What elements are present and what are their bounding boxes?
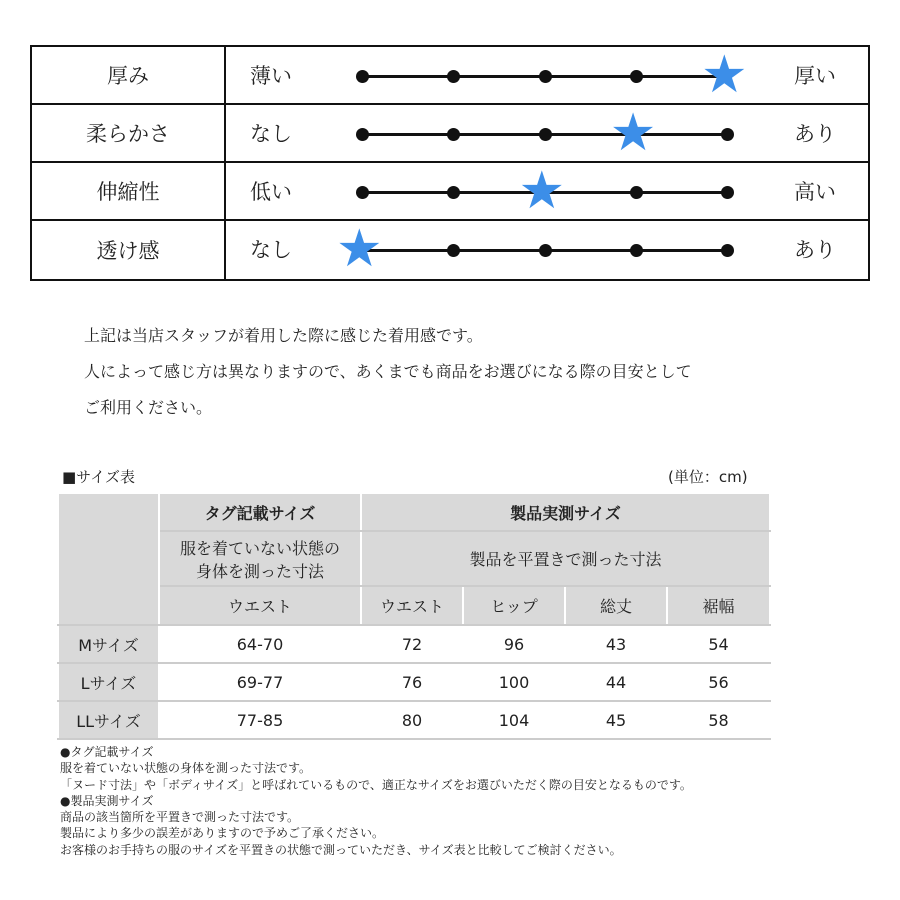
scale-dot: [539, 70, 552, 83]
size-label: Mサイズ: [58, 625, 159, 663]
cell: 100: [463, 663, 565, 701]
scale-dot: [356, 70, 369, 83]
size-table-title: ■サイズ表: [62, 468, 135, 486]
scale-dot: [539, 244, 552, 257]
feel-left-label: なし: [250, 122, 292, 146]
table-row: [58, 663, 770, 701]
table-row: [58, 701, 770, 739]
scale-dot: [447, 70, 460, 83]
cell: 96: [463, 625, 565, 663]
col-header: ウエスト: [361, 586, 463, 625]
feel-right-label: 高い: [794, 180, 836, 204]
size-table: [57, 492, 771, 740]
cell: 44: [565, 663, 667, 701]
feel-note: [84, 318, 692, 426]
cell: 104: [463, 701, 565, 739]
star-marker-icon: ★: [609, 103, 657, 163]
corner-cell: [58, 493, 159, 625]
note-line: 上記は当店スタッフが着用した際に感じた着用感です。: [84, 326, 483, 345]
cell: 43: [565, 625, 667, 663]
cell: 45: [565, 701, 667, 739]
col-header: ヒップ: [463, 586, 565, 625]
feel-right-label: 厚い: [794, 64, 836, 88]
footnote-line: 製品により多少の誤差がありますので予めご了承ください。: [60, 826, 385, 841]
cell: 69-77: [159, 663, 361, 701]
tag-size-header: タグ記載サイズ: [159, 493, 361, 531]
col-header: 裾幅: [667, 586, 770, 625]
feel-left-label: 薄い: [250, 64, 292, 88]
feel-name: 柔らかさ: [32, 105, 226, 161]
feel-name: 厚み: [32, 47, 226, 103]
size-label: LLサイズ: [58, 701, 159, 739]
footnote-line: 服を着ていない状態の身体を測った寸法です。: [60, 761, 312, 776]
size-label: Lサイズ: [58, 663, 159, 701]
feel-left-label: なし: [250, 238, 292, 262]
cell: 80: [361, 701, 463, 739]
scale-dot: [721, 186, 734, 199]
footnote-line: お客様のお手持ちの服のサイズを平置きの状態で測っていただき、サイズ表と比較してご検討ください。: [60, 842, 622, 857]
feel-right-label: あり: [794, 238, 836, 262]
scale-dot: [721, 128, 734, 141]
cell: 72: [361, 625, 463, 663]
feel-row-sheerness: [32, 221, 868, 279]
feel-right-label: あり: [794, 122, 836, 146]
note-line: 人によって感じ方は異なりますので、あくまでも商品をお選びになる際の目安として: [84, 362, 692, 381]
cell: 54: [667, 625, 770, 663]
tag-size-desc: [159, 531, 361, 586]
note-line: ご利用ください。: [84, 398, 213, 417]
measured-size-desc: 製品を平置きで測った寸法: [361, 531, 770, 586]
footnote-line: 商品の該当箇所を平置きで測った寸法です。: [60, 810, 300, 825]
scale-dot: [630, 244, 643, 257]
scale-dot: [447, 186, 460, 199]
col-header: 総丈: [565, 586, 667, 625]
cell: 76: [361, 663, 463, 701]
star-marker-icon: ★: [701, 45, 748, 105]
scale-dot: [630, 186, 643, 199]
scale-dot: [721, 244, 734, 257]
feel-row-softness: [32, 105, 868, 163]
feel-left-label: 低い: [250, 180, 292, 204]
scale-dot: [447, 244, 460, 257]
footnote-line: ●タグ記載サイズ: [60, 745, 154, 759]
size-unit: (単位：cm): [668, 468, 748, 486]
measured-size-header: 製品実測サイズ: [361, 493, 770, 531]
scale-dot: [356, 128, 369, 141]
table-row: [58, 625, 770, 663]
scale-dot: [539, 128, 552, 141]
desc-line: 身体を測った寸法: [195, 561, 324, 581]
feel-row-stretch: [32, 163, 868, 221]
col-header: ウエスト: [159, 586, 361, 625]
footnote-line: ●製品実測サイズ: [60, 793, 154, 808]
fabric-feel-chart: [30, 45, 870, 281]
star-marker-icon: ★: [336, 219, 383, 279]
footnote-line: 「ヌード寸法」や「ボディサイズ」と呼ばれているもので、適正なサイズをお選びいただく際の目安となるものです。: [60, 777, 692, 792]
cell: 77-85: [159, 701, 361, 739]
scale-dot: [447, 128, 460, 141]
feel-name: 透け感: [32, 221, 226, 279]
scale-dot: [630, 70, 643, 83]
feel-row-thickness: [32, 47, 868, 105]
feel-name: 伸縮性: [32, 163, 226, 219]
footnotes: [60, 744, 692, 858]
cell: 64-70: [159, 625, 361, 663]
star-marker-icon: ★: [518, 161, 566, 221]
scale-dot: [356, 186, 369, 199]
desc-line: 服を着ていない状態の: [179, 538, 340, 558]
cell: 56: [667, 663, 770, 701]
cell: 58: [667, 701, 770, 739]
